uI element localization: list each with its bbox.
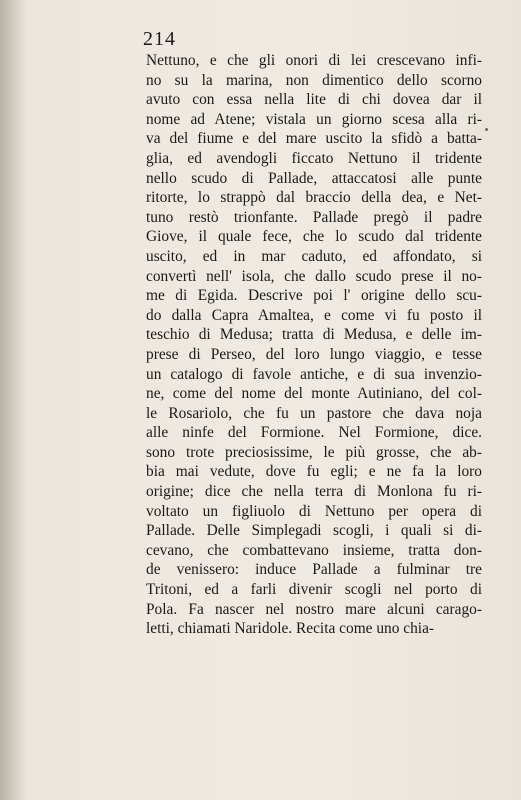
text-line: no su la marina, non dimentico dello scorno bbox=[146, 71, 482, 89]
text-line: me di Egida. Descrive poi l' origine dello scu- bbox=[146, 287, 482, 305]
text-line: bia mai vedute, dove fu egli; e ne fa la loro bbox=[146, 463, 482, 481]
text-line: avuto con essa nella lite di chi dovea dar il bbox=[146, 91, 482, 109]
text-line: alle ninfe del Formione. Nel Formione, dice. bbox=[146, 424, 482, 442]
text-line: le Rosariolo, che fu un pastore che dava noja bbox=[146, 404, 482, 422]
text-line: letti, chiamati Naridole. Recita come uno chia- bbox=[146, 620, 435, 638]
text-line: prese di Perseo, del loro lungo viaggio, e tesse bbox=[146, 345, 482, 363]
text-line: un catalogo di favole antiche, e di sua invenzio- bbox=[146, 365, 482, 383]
text-line: de venissero: induce Pallade a fulminar tre bbox=[146, 561, 482, 579]
text-line: teschio di Medusa; tratta di Medusa, e delle im- bbox=[146, 326, 482, 344]
text-line: origine; dice che nella terra di Monlona fu ri- bbox=[146, 483, 482, 501]
text-line: sono trote preciosissime, le più grosse, che ab- bbox=[146, 443, 482, 461]
text-line: nome ad Atene; vistala un giorno scesa alla ri- bbox=[146, 110, 482, 128]
text-line: Nettuno, e che gli onori di lei crescevano infi- bbox=[146, 52, 482, 69]
gutter-shadow bbox=[0, 0, 26, 800]
text-line: glia, ed avendogli ficcato Nettuno il tridente bbox=[146, 149, 482, 167]
text-line: cevano, che combattevano insieme, tratta don- bbox=[146, 541, 482, 559]
text-line: convertì nell' isola, che dallo scudo prese il no- bbox=[146, 267, 482, 285]
text-line: do dalla Capra Amaltea, e come vi fu posto il bbox=[146, 306, 482, 324]
text-line: uscito, ed in mar caduto, ed affondato, si bbox=[146, 247, 482, 265]
text-line: ne, come del nome del monte Autiniano, del col- bbox=[146, 385, 482, 403]
text-line: ritorte, lo strappò dal braccio della dea, e Net- bbox=[146, 189, 482, 207]
text-line: nello scudo di Pallade, attaccatosi alle punte bbox=[146, 169, 482, 187]
text-line: Giove, il quale fece, che lo scudo dal tridente bbox=[146, 228, 482, 246]
paper-speck bbox=[485, 128, 488, 131]
text-line: tuno restò trionfante. Pallade pregò il padre bbox=[146, 208, 482, 226]
text-line: Pallade. Delle Simplegadi scogli, i quali si di- bbox=[146, 522, 482, 540]
body-text bbox=[146, 51, 482, 639]
page-number: 214 bbox=[143, 28, 176, 50]
text-line: Pola. Fa nascer nel nostro mare alcuni carago- bbox=[146, 600, 482, 618]
text-line: va del fiume e del mare uscito la sfidò a batta- bbox=[146, 130, 482, 148]
text-line: Tritoni, ed a farli divenir scogli nel porto di bbox=[146, 581, 482, 599]
text-line: voltato un figliuolo di Nettuno per opera di bbox=[146, 502, 482, 520]
